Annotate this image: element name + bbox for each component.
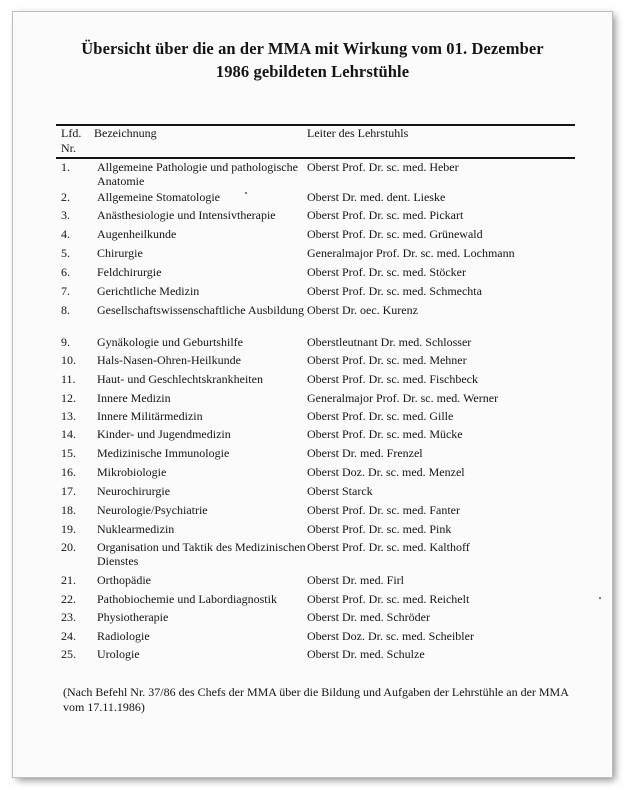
row-number: 13. bbox=[61, 409, 76, 423]
row-bezeichnung: Augenheilkunde bbox=[97, 227, 177, 241]
row-bezeichnung: Neurologie/Psychiatrie bbox=[97, 503, 208, 517]
scan-speck bbox=[599, 597, 601, 599]
row-bezeichnung: Feldchirurgie bbox=[97, 265, 162, 279]
row-leiter: Oberst Dr. med. Schulze bbox=[307, 647, 425, 661]
row-leiter: Oberst Dr. med. Firl bbox=[307, 573, 404, 587]
column-header-leiter: Leiter des Lehrstuhls bbox=[307, 126, 409, 140]
row-number: 22. bbox=[61, 592, 76, 606]
row-number: 16. bbox=[61, 465, 76, 479]
row-leiter: Oberst Prof. Dr. sc. med. Pink bbox=[307, 522, 452, 536]
row-bezeichnung: Urologie bbox=[97, 647, 140, 661]
footnote: (Nach Befehl Nr. 37/86 des Chefs der MMA über die Bildung und Aufgaben der Lehrstühle an der MMA vom 17.11.1986) bbox=[63, 685, 569, 714]
row-leiter: Oberst Dr. med. Frenzel bbox=[307, 446, 423, 460]
row-number: 17. bbox=[61, 484, 76, 498]
row-bezeichnung: Gesellschaftswissenschaftliche Ausbildung bbox=[97, 303, 304, 317]
document-title-line-2: 1986 gebildeten Lehrstühle bbox=[215, 62, 410, 81]
row-leiter: Generalmajor Prof. Dr. sc. med. Lochmann bbox=[307, 246, 515, 260]
row-bezeichnung: Innere Medizin bbox=[97, 391, 171, 405]
row-bezeichnung: Gerichtliche Medizin bbox=[97, 284, 200, 298]
row-number: 6. bbox=[61, 265, 70, 279]
row-bezeichnung: Physiotherapie bbox=[97, 610, 169, 624]
row-number: 2. bbox=[61, 190, 70, 204]
row-leiter: Oberst Prof. Dr. sc. med. Mücke bbox=[307, 427, 463, 441]
row-leiter: Oberst Prof. Dr. sc. med. Fischbeck bbox=[307, 372, 478, 386]
scan-speck bbox=[245, 192, 247, 194]
row-leiter: Oberst Dr. med. Schröder bbox=[307, 610, 430, 624]
row-leiter: Oberst Prof. Dr. sc. med. Heber bbox=[307, 160, 459, 174]
row-number: 18. bbox=[61, 503, 76, 517]
row-bezeichnung: Kinder- und Jugendmedizin bbox=[97, 427, 231, 441]
row-bezeichnung: Radiologie bbox=[97, 629, 150, 643]
row-bezeichnung: Hals-Nasen-Ohren-Heilkunde bbox=[97, 353, 241, 367]
row-bezeichnung: Anästhesiologie und Intensivtherapie bbox=[97, 208, 276, 222]
row-leiter: Oberst Dr. oec. Kurenz bbox=[307, 303, 418, 317]
row-bezeichnung: Organisation und Taktik des Medizinischen Dienstes bbox=[97, 540, 306, 568]
row-bezeichnung: Innere Militärmedizin bbox=[97, 409, 203, 423]
row-number: 21. bbox=[61, 573, 76, 587]
row-bezeichnung: Orthopädie bbox=[97, 573, 151, 587]
row-bezeichnung: Gynäkologie und Geburtshilfe bbox=[97, 335, 243, 349]
row-number: 9. bbox=[61, 335, 70, 349]
row-leiter: Oberst Prof. Dr. sc. med. Schmechta bbox=[307, 284, 482, 298]
row-leiter: Oberst Prof. Dr. sc. med. Pickart bbox=[307, 208, 464, 222]
row-leiter: Oberst Prof. Dr. sc. med. Kalthoff bbox=[307, 540, 470, 554]
document-page bbox=[12, 11, 613, 778]
row-bezeichnung: Medizinische Immunologie bbox=[97, 446, 230, 460]
row-leiter: Oberst Prof. Dr. sc. med. Grünewald bbox=[307, 227, 483, 241]
row-leiter: Oberst Prof. Dr. sc. med. Stöcker bbox=[307, 265, 466, 279]
row-leiter: Oberst Prof. Dr. sc. med. Fanter bbox=[307, 503, 460, 517]
row-bezeichnung: Mikrobiologie bbox=[97, 465, 167, 479]
row-leiter: Generalmajor Prof. Dr. sc. med. Werner bbox=[307, 391, 499, 405]
row-bezeichnung: Chirurgie bbox=[97, 246, 143, 260]
row-leiter: Oberst Dr. med. dent. Lieske bbox=[307, 190, 446, 204]
column-header-nr-line-2: Nr. bbox=[61, 141, 76, 155]
row-bezeichnung: Allgemeine Pathologie und pathologische Anatomie bbox=[97, 160, 298, 188]
row-leiter: Oberst Prof. Dr. sc. med. Reichelt bbox=[307, 592, 470, 606]
row-number: 11. bbox=[61, 372, 76, 386]
row-bezeichnung: Neurochirurgie bbox=[97, 484, 171, 498]
row-number: 4. bbox=[61, 227, 70, 241]
row-leiter: Oberst Prof. Dr. sc. med. Mehner bbox=[307, 353, 467, 367]
row-number: 7. bbox=[61, 284, 70, 298]
document-title-line-1: Übersicht über die an der MMA mit Wirkung vom 01. Dezember bbox=[81, 39, 544, 58]
row-bezeichnung: Allgemeine Stomatologie bbox=[97, 190, 220, 204]
row-bezeichnung: Pathobiochemie und Labordiagnostik bbox=[97, 592, 277, 606]
row-number: 14. bbox=[61, 427, 76, 441]
row-leiter: Oberstleutnant Dr. med. Schlosser bbox=[307, 335, 472, 349]
row-number: 5. bbox=[61, 246, 70, 260]
row-number: 15. bbox=[61, 446, 76, 460]
row-number: 3. bbox=[61, 208, 70, 222]
table-header-rule bbox=[56, 157, 575, 159]
column-header-bezeichnung: Bezeichnung bbox=[94, 126, 157, 140]
row-number: 25. bbox=[61, 647, 76, 661]
row-number: 23. bbox=[61, 610, 76, 624]
column-header-nr-line-1: Lfd. bbox=[61, 126, 82, 140]
row-number: 19. bbox=[61, 522, 76, 536]
row-leiter: Oberst Starck bbox=[307, 484, 373, 498]
row-leiter: Oberst Doz. Dr. sc. med. Scheibler bbox=[307, 629, 474, 643]
row-number: 12. bbox=[61, 391, 76, 405]
row-number: 20. bbox=[61, 540, 76, 554]
row-number: 10. bbox=[61, 353, 76, 367]
row-bezeichnung: Nuklearmedizin bbox=[97, 522, 175, 536]
row-number: 1. bbox=[61, 160, 70, 174]
row-bezeichnung: Haut- und Geschlechtskrankheiten bbox=[97, 372, 263, 386]
row-leiter: Oberst Doz. Dr. sc. med. Menzel bbox=[307, 465, 465, 479]
row-number: 8. bbox=[61, 303, 70, 317]
column-header-nr bbox=[61, 126, 81, 156]
row-number: 24. bbox=[61, 629, 76, 643]
row-leiter: Oberst Prof. Dr. sc. med. Gille bbox=[307, 409, 454, 423]
